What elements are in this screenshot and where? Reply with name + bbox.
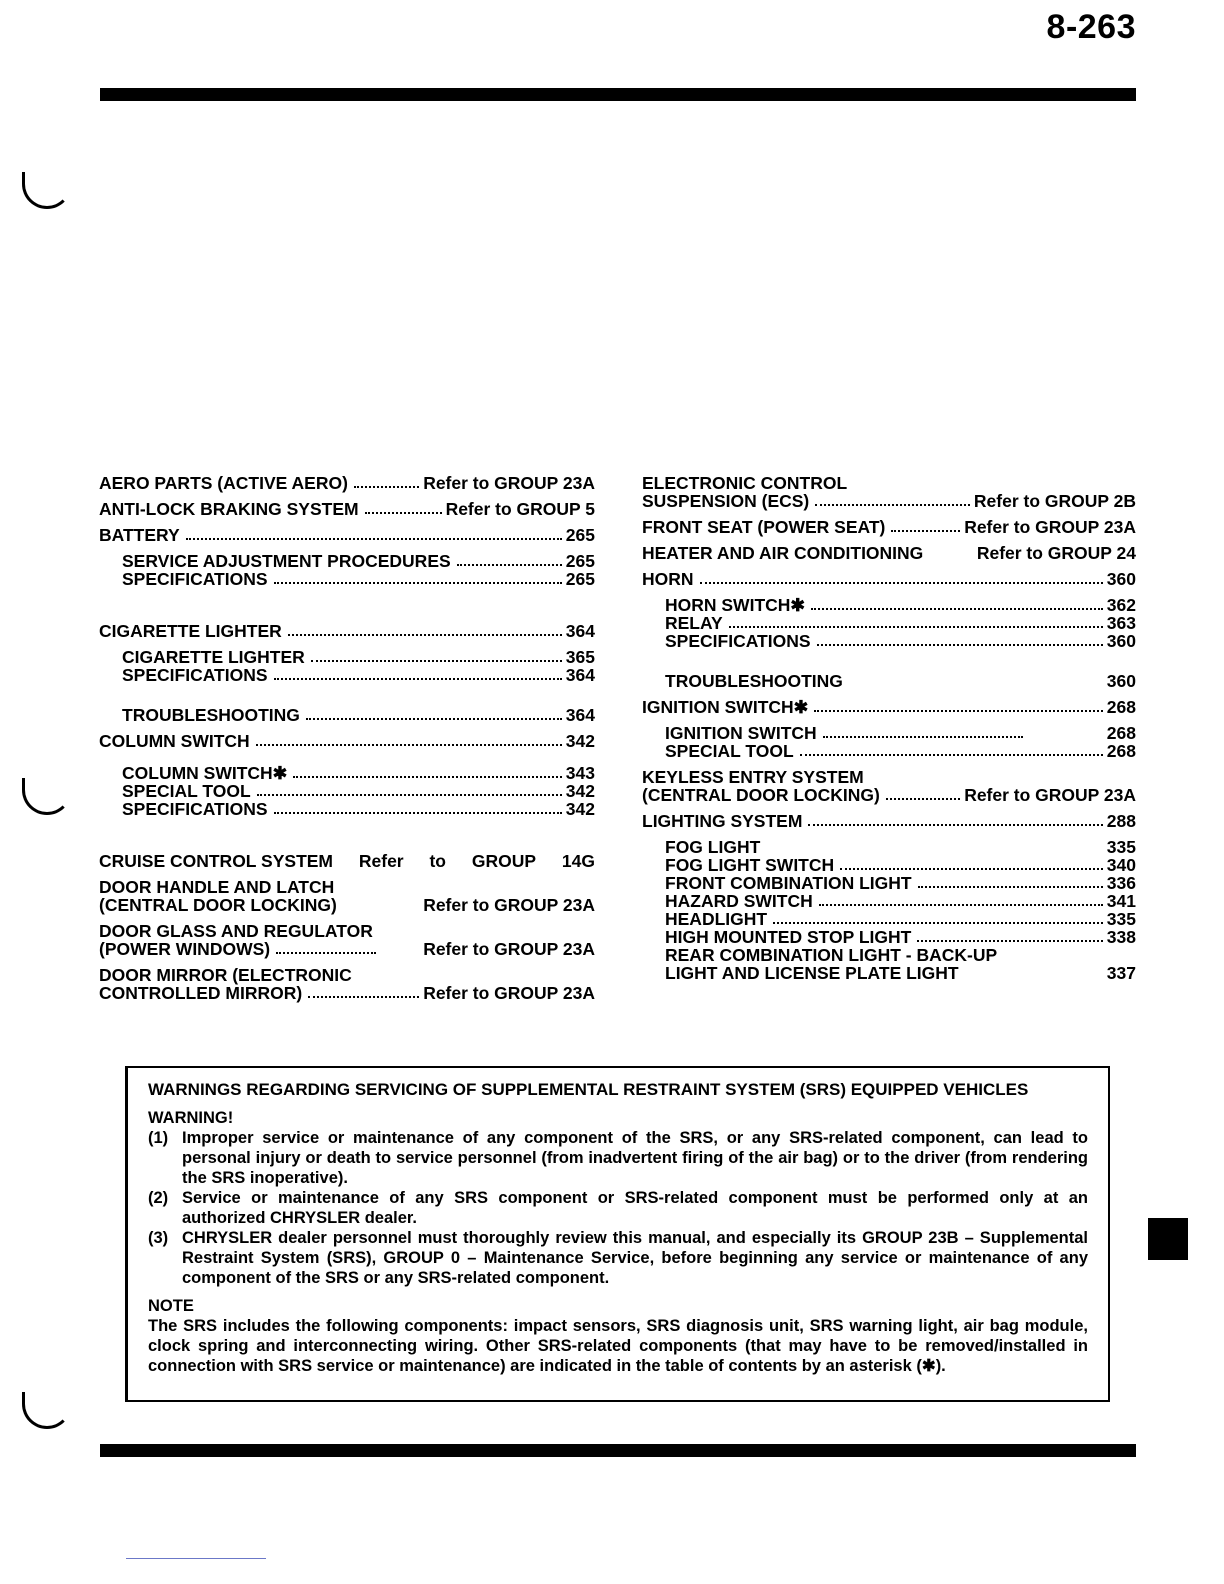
toc-entry-heater-air-conditioning[interactable]: HEATER AND AIR CONDITIONING Refer to GROUP 24: [642, 543, 1136, 563]
toc-entry-horn-troubleshooting[interactable]: TROUBLESHOOTING 360: [665, 671, 1136, 691]
warning-box-title: WARNINGS REGARDING SERVICING OF SUPPLEMENTAL RESTRAINT SYSTEM (SRS) EQUIPPED VEHICLES: [148, 1080, 1029, 1099]
toc-entry-cigarette-lighter[interactable]: CIGARETTE LIGHTER 364: [99, 621, 595, 641]
toc-entry-anti-lock-braking[interactable]: ANTI-LOCK BRAKING SYSTEM Refer to GROUP 5: [99, 499, 595, 519]
toc-entry-keyless-entry[interactable]: KEYLESS ENTRY SYSTEM (CENTRAL DOOR LOCKING) Refer to GROUP 23A: [642, 767, 1136, 805]
toc-entry-cigarette-specifications[interactable]: SPECIFICATIONS 364: [122, 665, 595, 685]
toc-entry-electronic-control-suspension[interactable]: ELECTRONIC CONTROL SUSPENSION (ECS) Refer to GROUP 2B: [642, 473, 1136, 511]
toc-entry-horn-relay[interactable]: RELAY 363: [665, 613, 1136, 633]
toc-entry-column-special-tool[interactable]: SPECIAL TOOL 342: [122, 781, 595, 801]
toc-entry-high-mounted-stop-light[interactable]: HIGH MOUNTED STOP LIGHT 338: [665, 927, 1136, 947]
footer-mark: [126, 1558, 266, 1559]
toc-entry-column-specifications[interactable]: SPECIFICATIONS 342: [122, 799, 595, 819]
toc-left-column: [99, 474, 595, 1002]
warning-item-2: (2) Service or maintenance of any SRS component or SRS-related component must be performed only at an authorized CHRYSLER dealer.: [148, 1189, 1088, 1227]
binder-hole-top: [22, 172, 72, 209]
binder-hole-bottom: [22, 1392, 72, 1429]
toc-entry-hazard-switch[interactable]: HAZARD SWITCH 341: [665, 891, 1136, 911]
note-text: The SRS includes the following components: impact sensors, SRS diagnosis unit, SRS warning light, air bag module, clock spring and interconnecting wiring. Other SRS-related components (that may have to be removed/installed in connection with SRS service or maintenance) are indicated in the table of contents by an asterisk (✱).: [148, 1317, 1088, 1375]
toc-entry-battery-service-adjustment[interactable]: SERVICE ADJUSTMENT PROCEDURES 265: [122, 551, 595, 571]
toc-entry-cigarette-troubleshooting[interactable]: TROUBLESHOOTING 364: [122, 705, 595, 725]
toc-entry-lighting-system[interactable]: LIGHTING SYSTEM 288: [642, 811, 1136, 831]
binder-hole-middle: [22, 778, 72, 815]
toc-entry-horn-switch[interactable]: HORN SWITCH✱ 362: [665, 595, 1136, 615]
toc-entry-door-glass[interactable]: DOOR GLASS AND REGULATOR (POWER WINDOWS) Refer to GROUP 23A: [99, 921, 595, 959]
toc-entry-battery[interactable]: BATTERY 265: [99, 525, 595, 545]
toc-entry-aero-parts[interactable]: AERO PARTS (ACTIVE AERO) Refer to GROUP 23A: [99, 473, 595, 493]
toc-entry-ignition-switch-sub[interactable]: IGNITION SWITCH 268: [665, 723, 1136, 743]
toc-entry-rear-combination-light[interactable]: REAR COMBINATION LIGHT - BACK-UP LIGHT AND LICENSE PLATE LIGHT 337: [665, 945, 1136, 983]
toc-entry-fog-light-switch[interactable]: FOG LIGHT SWITCH 340: [665, 855, 1136, 875]
page-number: 8-263: [1046, 8, 1136, 46]
toc-entry-front-seat[interactable]: FRONT SEAT (POWER SEAT) Refer to GROUP 23A: [642, 517, 1136, 537]
toc-entry-door-handle[interactable]: DOOR HANDLE AND LATCH (CENTRAL DOOR LOCKING) Refer to GROUP 23A: [99, 877, 595, 915]
note-heading: NOTE: [148, 1297, 194, 1315]
warning-item-1: (1) Improper service or maintenance of any component of the SRS, or any SRS-related component, can lead to personal injury or death to service personnel (from inadvertent firing of the air bag) or to the driver (from rendering the SRS inoperative).: [148, 1129, 1088, 1187]
toc-entry-battery-specifications[interactable]: SPECIFICATIONS 265: [122, 569, 595, 589]
toc-entry-horn-specifications[interactable]: SPECIFICATIONS 360: [665, 631, 1136, 651]
toc-entry-front-combination-light[interactable]: FRONT COMBINATION LIGHT 336: [665, 873, 1136, 893]
toc-entry-fog-light[interactable]: FOG LIGHT 335: [665, 837, 1136, 857]
section-index-tab: [1148, 1218, 1188, 1260]
toc-entry-column-switch[interactable]: COLUMN SWITCH 342: [99, 731, 595, 751]
warning-heading: WARNING!: [148, 1109, 234, 1127]
toc-right-column: [642, 474, 1136, 982]
srs-warning-box: [125, 1066, 1110, 1402]
toc-entry-headlight[interactable]: HEADLIGHT 335: [665, 909, 1136, 929]
toc-entry-ignition-switch[interactable]: IGNITION SWITCH✱ 268: [642, 697, 1136, 717]
toc-entry-door-mirror[interactable]: DOOR MIRROR (ELECTRONIC CONTROLLED MIRROR) Refer to GROUP 23A: [99, 965, 595, 1003]
top-rule: [100, 88, 1136, 101]
toc-entry-horn[interactable]: HORN 360: [642, 569, 1136, 589]
toc-entry-ignition-special-tool[interactable]: SPECIAL TOOL 268: [665, 741, 1136, 761]
bottom-rule: [100, 1444, 1136, 1457]
toc-entry-column-switch-sub[interactable]: COLUMN SWITCH✱ 343: [122, 763, 595, 783]
toc-entry-cigarette-lighter-sub[interactable]: CIGARETTE LIGHTER 365: [122, 647, 595, 667]
warning-item-3: (3) CHRYSLER dealer personnel must thoroughly review this manual, and especially its GROUP 23B – Supplemental Restraint System (SRS), GROUP 0 – Maintenance Service, before beginning any service or maintenance of any component of the SRS or any SRS-related component.: [148, 1229, 1088, 1287]
toc-entry-cruise-control[interactable]: CRUISE CONTROL SYSTEM Refer to GROUP 14G: [99, 851, 595, 871]
